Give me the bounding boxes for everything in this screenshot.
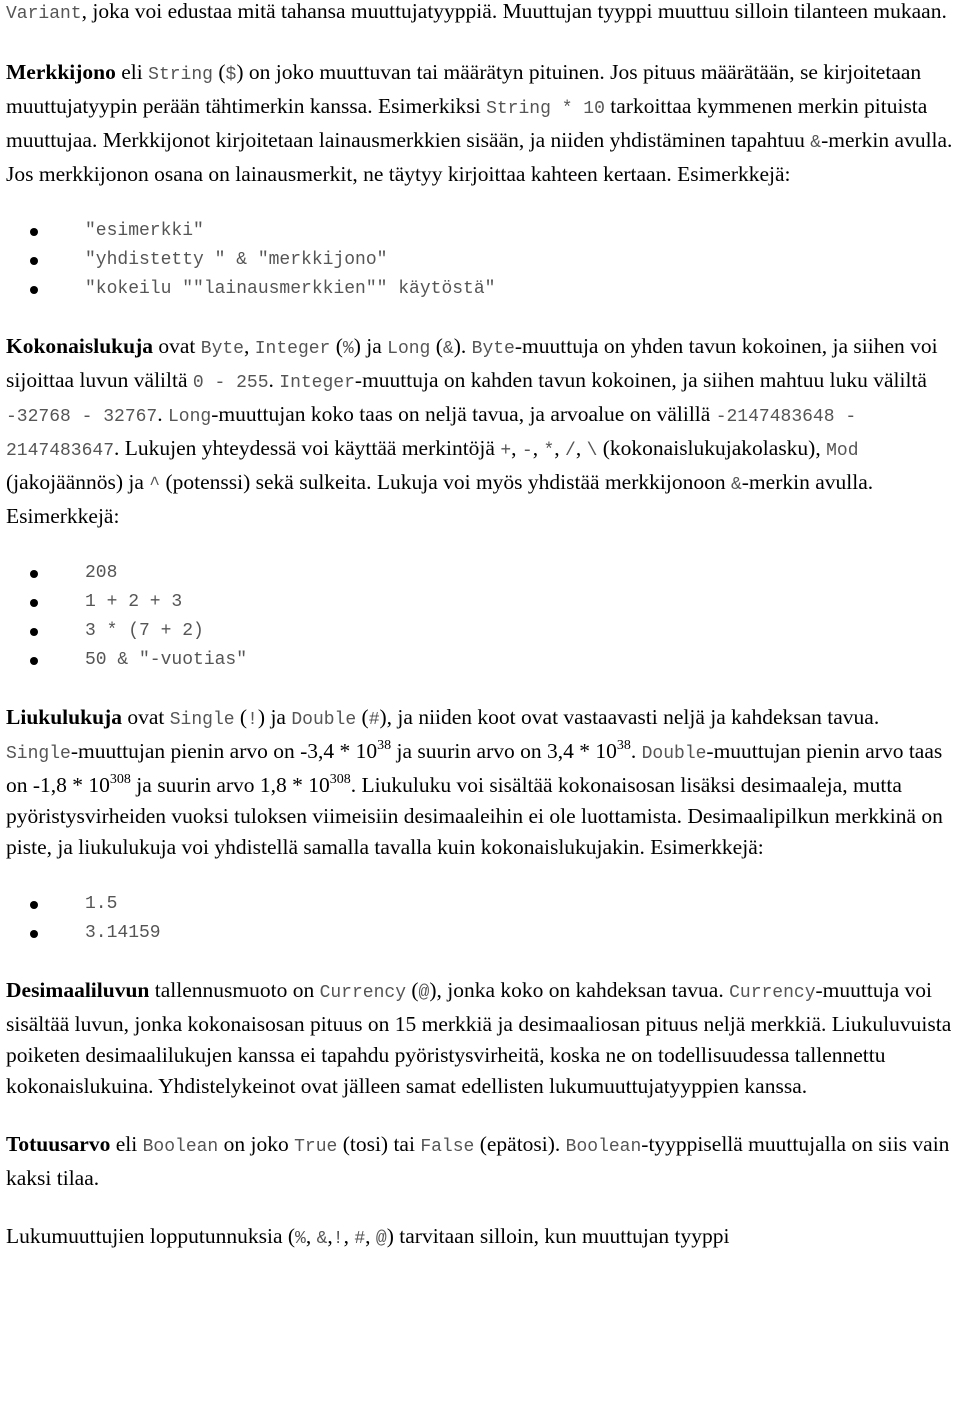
- text: ) ja: [257, 705, 292, 729]
- inline-code: Byte: [471, 339, 515, 359]
- text: ,: [243, 334, 255, 358]
- inline-code: Boolean: [565, 1137, 642, 1157]
- inline-code: -: [521, 441, 533, 461]
- text: on joko: [218, 1132, 295, 1156]
- text: -muuttujan pienin arvo taas on -1,8 * 10: [6, 739, 943, 797]
- text: -muuttuja on yhden tavun kokoinen, ja siihen voi sijoittaa luvun väliltä: [6, 334, 938, 392]
- inline-code: ^: [149, 475, 161, 495]
- inline-code: Long: [387, 339, 431, 359]
- text: . Lukujen yhteydessä voi käyttää merkintöjä: [114, 436, 501, 460]
- text: ).: [453, 334, 472, 358]
- list-item: [6, 246, 956, 275]
- bullet-icon: [30, 570, 38, 578]
- list-item-text: "esimerkki": [85, 221, 204, 241]
- text: (: [406, 978, 419, 1002]
- text: -merkin avulla. Jos merkkijonon osana on lainausmerkit, ne täytyy kirjoittaa kahteen kertaan. Esimerkkejä:: [6, 128, 953, 186]
- text: (epätosi).: [474, 1132, 566, 1156]
- text: ,: [575, 436, 587, 460]
- inline-code: Long: [167, 407, 212, 427]
- inline-code: @: [375, 1229, 387, 1249]
- inline-code: !: [332, 1229, 344, 1249]
- paragraph-currency: [6, 975, 956, 1102]
- list-item-text: 3 * (7 + 2): [85, 621, 204, 641]
- inline-code: Integer: [279, 373, 355, 393]
- text: ), ja niiden koot ovat vastaavasti neljä ja kahdeksan tavua.: [379, 705, 880, 729]
- inline-code: Integer: [254, 339, 331, 359]
- text: -muuttuja voi sisältää luvun, jonka kokonaisosan pituus on 15 merkkiä ja desimaaliosan pituus neljä merkkiä. Liukuluvuista poiketen desimaalilukujen kanssa ei tapahdu pyöristysvirheitä, koska ne on todellisuudessa tallennettu kokonaislukuina. Yhdistelykeinot ovat jälleen samat edellisten lukumuuttujatyyppien kanssa.: [6, 978, 952, 1098]
- text: (: [430, 334, 443, 358]
- inline-code: -2147483648 - 2147483647: [6, 407, 857, 461]
- term-heading: Liukulukuja: [6, 705, 122, 729]
- text: .: [630, 739, 642, 763]
- bullet-icon: [30, 228, 38, 236]
- text: ) on joko muuttuvan tai määrätyn pituinen. Jos pituus määrätään, se kirjoitetaan muuttujatyypin perään tähtimerkin kanssa. Esimerkiksi: [6, 60, 922, 118]
- inline-code: *: [543, 441, 555, 461]
- term-heading: Totuusarvo: [6, 1132, 111, 1156]
- text: tallennusmuoto on: [149, 978, 320, 1002]
- text: .: [268, 368, 280, 392]
- text: -tyyppisellä muuttujalla on siis vain kaksi tilaa.: [6, 1132, 950, 1190]
- text: ovat: [121, 705, 170, 729]
- inline-code: Mod: [826, 441, 859, 461]
- bullet-icon: [30, 930, 38, 938]
- text: (jakojäännös) ja: [6, 470, 150, 494]
- inline-code: %: [295, 1229, 306, 1249]
- inline-code: @: [418, 983, 430, 1003]
- paragraph-floats: [6, 702, 956, 863]
- text: ,: [554, 436, 566, 460]
- example-list-integers: [6, 559, 956, 675]
- text: ,: [305, 1224, 317, 1248]
- inline-code: Single: [6, 744, 71, 764]
- inline-code: Byte: [200, 339, 244, 359]
- list-item-text: 208: [85, 563, 118, 583]
- document-page: [6, 0, 956, 1255]
- text: ,: [343, 1224, 355, 1248]
- paragraph-integers: [6, 331, 956, 532]
- term-heading: Kokonaislukuja: [6, 334, 153, 358]
- inline-code: String: [148, 65, 213, 85]
- exponent: 308: [109, 772, 131, 787]
- text: tarkoittaa kymmenen merkin pituista muuttujaa. Merkkijonot kirjoitetaan lainausmerkkien sisään, ja niiden yhdistäminen tapahtuu: [6, 94, 928, 152]
- inline-code: &: [442, 339, 454, 359]
- text: (: [212, 60, 226, 84]
- list-item: [6, 919, 956, 948]
- exponent: 38: [616, 738, 631, 753]
- text: ,: [511, 436, 522, 460]
- list-item: [6, 646, 956, 675]
- exponent: 308: [329, 772, 351, 787]
- list-item: [6, 617, 956, 646]
- inline-code: Single: [169, 710, 235, 730]
- text: ,: [327, 1224, 333, 1248]
- text: (potenssi) sekä sulkeita. Lukuja voi myös yhdistää merkkijonoon: [160, 470, 731, 494]
- text: -muuttuja on kahden tavun kokoinen, ja siihen mahtuu luku väliltä: [354, 368, 927, 392]
- bullet-icon: [30, 628, 38, 636]
- inline-code: Boolean: [142, 1137, 219, 1157]
- list-item-text: 3.14159: [85, 923, 161, 943]
- text: (: [234, 705, 248, 729]
- bullet-icon: [30, 599, 38, 607]
- inline-code: +: [500, 441, 512, 461]
- inline-code: &: [810, 133, 822, 153]
- inline-code: 0 - 255: [192, 373, 269, 393]
- inline-code: #: [368, 710, 380, 730]
- inline-code: True: [294, 1137, 338, 1157]
- paragraph-boolean: [6, 1129, 956, 1194]
- inline-code: !: [247, 710, 258, 730]
- text: ) tarvitaan silloin, kun muuttujan tyyppi: [386, 1224, 730, 1248]
- text: ,: [365, 1224, 376, 1248]
- text: ,: [532, 436, 544, 460]
- bullet-icon: [30, 286, 38, 294]
- text: Lukumuuttujien lopputunnuksia (: [6, 1224, 296, 1248]
- list-item: [6, 588, 956, 617]
- inline-code: Variant: [6, 4, 82, 24]
- example-list-strings: [6, 217, 956, 304]
- term-heading: Desimaaliluvun: [6, 978, 150, 1002]
- inline-code: &: [316, 1229, 328, 1249]
- bullet-icon: [30, 257, 38, 265]
- example-list-floats: [6, 890, 956, 948]
- inline-code: %: [342, 339, 354, 359]
- list-item: [6, 890, 956, 919]
- list-item: [6, 559, 956, 588]
- text: ja suurin arvo 1,8 * 10: [130, 773, 330, 797]
- exponent: 38: [377, 738, 392, 753]
- bullet-icon: [30, 901, 38, 909]
- paragraph-variant: [6, 0, 956, 30]
- inline-code: \: [586, 441, 598, 461]
- list-item-text: 1.5: [85, 894, 118, 914]
- inline-code: Currency: [319, 983, 406, 1003]
- inline-code: /: [565, 441, 576, 461]
- text: eli: [115, 60, 149, 84]
- text: . Liukuluku voi sisältää kokonaisosan lisäksi desimaaleja, mutta pyöristysvirheiden vuoksi tuloksen viimeisiin desimaaleihin ei ole luottamista. Desimaalipilkun merkkinä on piste, ja liukulukuja voi yhdistellä samalla tavalla kuin kokonaislukujakin. Esimerkkejä:: [6, 773, 943, 859]
- text: -merkin avulla. Esimerkkejä:: [6, 470, 874, 528]
- list-item-text: 1 + 2 + 3: [85, 592, 183, 612]
- text: (: [330, 334, 343, 358]
- text: .: [157, 402, 168, 426]
- list-item-text: "yhdistetty " & "merkkijono": [85, 250, 388, 270]
- inline-code: Double: [291, 710, 357, 730]
- text: (tosi) tai: [337, 1132, 421, 1156]
- list-item: [6, 275, 956, 304]
- inline-code: String * 10: [486, 99, 605, 119]
- inline-code: -32768 - 32767: [6, 407, 158, 427]
- text: ovat: [152, 334, 201, 358]
- list-item: [6, 217, 956, 246]
- text: -muuttujan pienin arvo on -3,4 * 10: [70, 739, 378, 763]
- inline-code: Currency: [729, 983, 816, 1003]
- text: -muuttujan koko taas on neljä tavua, ja arvoalue on välillä: [211, 402, 716, 426]
- text: (: [356, 705, 369, 729]
- paragraph-string: [6, 57, 956, 190]
- paragraph-suffixes: [6, 1221, 956, 1255]
- inline-code: #: [354, 1229, 366, 1249]
- text: ), jonka koko on kahdeksan tavua.: [429, 978, 730, 1002]
- term-heading: Merkkijono: [6, 60, 116, 84]
- inline-code: Double: [641, 744, 707, 764]
- inline-code: $: [225, 65, 237, 85]
- text: eli: [110, 1132, 143, 1156]
- list-item-text: 50 & "-vuotias": [85, 650, 248, 670]
- inline-code: False: [420, 1137, 475, 1157]
- text: (kokonaislukujakolasku),: [597, 436, 827, 460]
- text: ja suurin arvo on 3,4 * 10: [391, 739, 617, 763]
- text: , joka voi edustaa mitä tahansa muuttujatyyppiä. Muuttujan tyyppi muuttuu silloin tilanteen mukaan.: [81, 0, 947, 23]
- bullet-icon: [30, 657, 38, 665]
- inline-code: &: [730, 475, 742, 495]
- list-item-text: "kokeilu ""lainausmerkkien"" käytöstä": [85, 279, 496, 299]
- text: ) ja: [353, 334, 388, 358]
